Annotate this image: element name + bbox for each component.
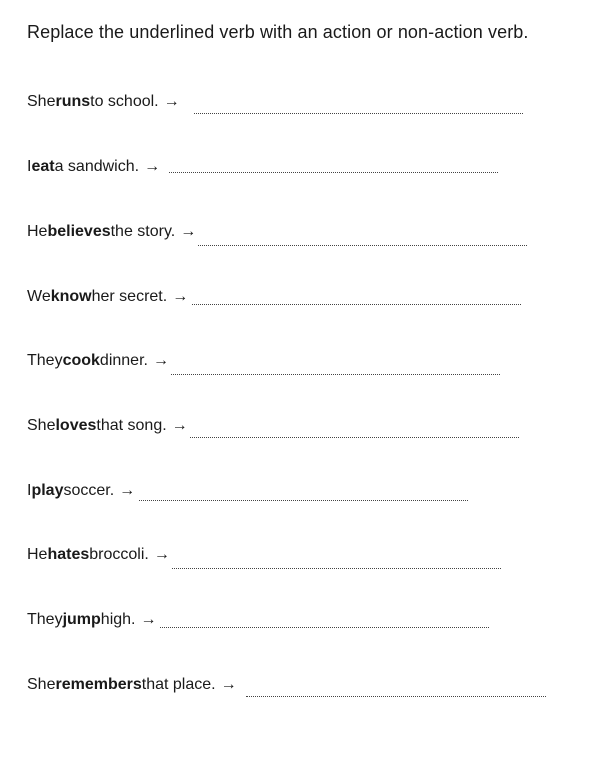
answer-line[interactable] <box>246 695 546 697</box>
sentence-end: high. <box>100 611 136 628</box>
sentence-start: I <box>27 158 32 175</box>
answer-line[interactable] <box>194 112 523 114</box>
exercise-item-4 <box>27 288 521 306</box>
target-verb: loves <box>55 417 97 434</box>
exercise-item-5 <box>27 352 500 370</box>
exercise-item-10 <box>27 676 546 694</box>
exercise-item-1 <box>27 93 523 111</box>
sentence-start: We <box>27 288 51 305</box>
sentence-end: that song. <box>96 417 167 434</box>
exercise-item-9 <box>27 611 489 629</box>
sentence-end: dinner. <box>99 352 148 369</box>
target-verb: believes <box>47 223 111 240</box>
answer-line[interactable] <box>190 436 519 438</box>
arrow-icon: → <box>171 417 188 434</box>
sentence-start: They <box>27 352 63 369</box>
sentence-start: He <box>27 546 48 563</box>
sentence-end: broccoli. <box>89 546 149 563</box>
exercise-item-2 <box>27 158 498 176</box>
arrow-icon: → <box>140 611 157 628</box>
answer-line[interactable] <box>169 171 498 173</box>
sentence-start: He <box>27 223 48 240</box>
answer-line[interactable] <box>160 626 489 628</box>
target-verb: play <box>31 482 64 499</box>
target-verb: hates <box>47 546 90 563</box>
arrow-icon: → <box>180 223 197 240</box>
exercise-item-8 <box>27 546 501 564</box>
sentence-start: I <box>27 482 32 499</box>
answer-line[interactable] <box>192 303 521 305</box>
target-verb: eat <box>31 158 55 175</box>
exercise-item-3 <box>27 223 527 241</box>
target-verb: runs <box>55 93 91 110</box>
sentence-start: She <box>27 93 56 110</box>
sentence-end: a sandwich. <box>54 158 140 175</box>
target-verb: know <box>50 288 92 305</box>
sentence-end: the story. <box>110 223 176 240</box>
sentence-end: to school. <box>90 93 159 110</box>
sentence-start: They <box>27 611 63 628</box>
instructions: Replace the underlined verb with an action or non-action verb. <box>27 22 529 42</box>
exercise-item-6 <box>27 417 519 435</box>
sentence-end: her secret. <box>91 288 168 305</box>
arrow-icon: → <box>172 288 189 305</box>
arrow-icon: → <box>163 93 180 110</box>
target-verb: cook <box>62 352 100 369</box>
arrow-icon: → <box>220 676 237 693</box>
sentence-end: soccer. <box>63 482 115 499</box>
answer-line[interactable] <box>139 499 468 501</box>
arrow-icon: → <box>152 352 169 369</box>
sentence-start: She <box>27 417 56 434</box>
answer-line[interactable] <box>172 567 501 569</box>
arrow-icon: → <box>153 546 170 563</box>
arrow-icon: → <box>119 482 136 499</box>
sentence-start: She <box>27 676 56 693</box>
target-verb: remembers <box>55 676 142 693</box>
arrow-icon: → <box>144 158 161 175</box>
target-verb: jump <box>62 611 101 628</box>
exercise-item-7 <box>27 482 468 500</box>
sentence-end: that place. <box>141 676 216 693</box>
answer-line[interactable] <box>171 373 500 375</box>
answer-line[interactable] <box>198 244 527 246</box>
